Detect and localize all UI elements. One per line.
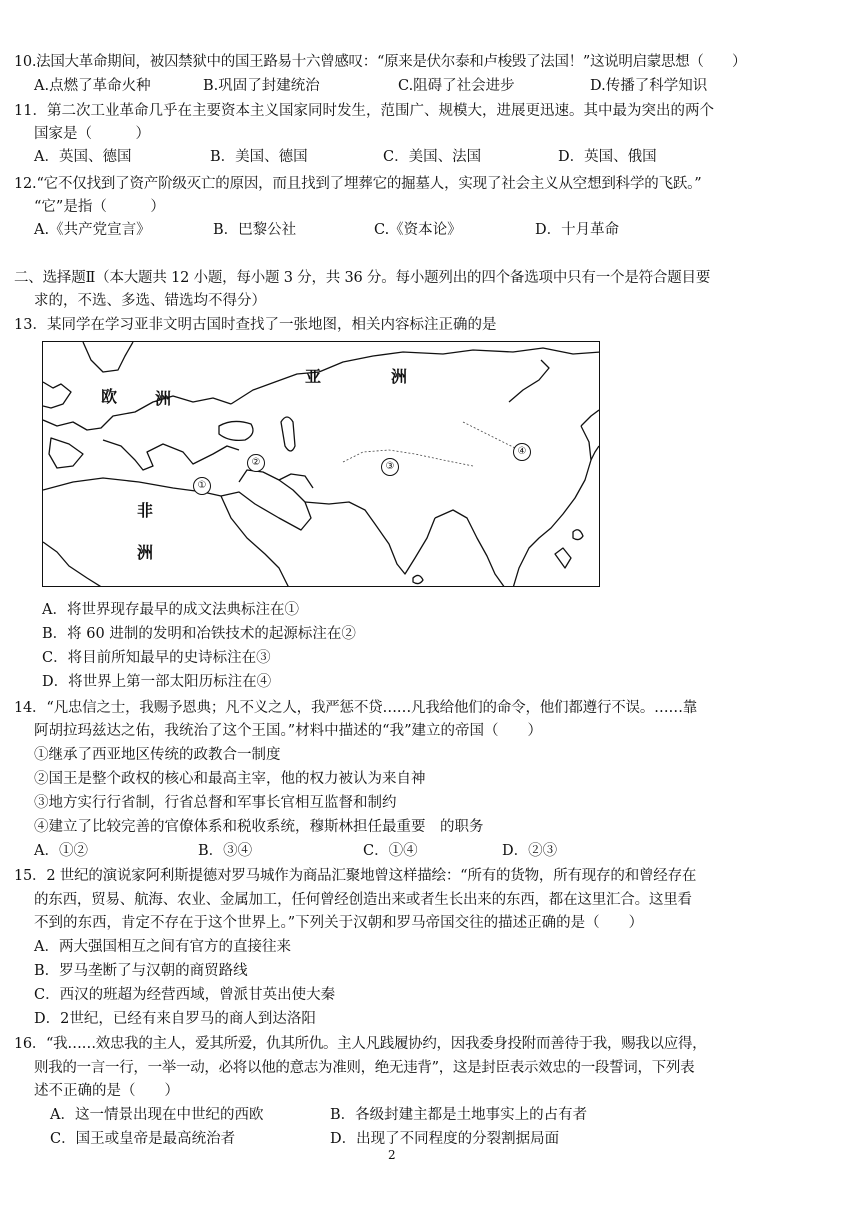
q12-option-d: D．十月革命 — [535, 222, 620, 238]
q14-item-3: ③地方实行行省制，行省总督和军事长官相互监督和制约 — [34, 795, 397, 811]
section-2-title-line2: 求的，不选、多选、错选均不得分） — [34, 293, 266, 309]
q10-option-b: B.巩固了封建统治 — [203, 78, 320, 94]
map-marker-3: ③ — [381, 458, 399, 476]
q10-option-d: D.传播了科学知识 — [590, 78, 708, 94]
q12-option-b: B．巴黎公社 — [213, 222, 297, 238]
question-12-stem-line2: “它”是指（ ） — [34, 199, 165, 215]
question-16-stem-line3: 述不正确的是（ ） — [34, 1083, 179, 1099]
q16-option-b: B．各级封建主都是土地事实上的占有者 — [330, 1107, 588, 1123]
q14-item-1: ①继承了西亚地区传统的政教合一制度 — [34, 747, 281, 763]
q12-option-a: A.《共产党宣言》 — [34, 222, 151, 238]
map-label-africa-2: 洲 — [137, 543, 154, 562]
q14-option-d: D．②③ — [502, 843, 558, 859]
question-15-stem-line1: 15．2 世纪的演说家阿利斯提德对罗马城作为商品汇聚地曾这样描绘：“所有的货物，所有现存的和曾经存在 — [14, 868, 697, 884]
q10-option-c: C.阻碍了社会进步 — [398, 78, 515, 94]
q14-option-b: B．③④ — [198, 843, 253, 859]
q15-option-d: D．2世纪，已经有来自罗马的商人到达洛阳 — [34, 1011, 316, 1027]
ancient-civilizations-map — [42, 341, 600, 587]
q12-option-c: C.《资本论》 — [374, 222, 462, 238]
map-marker-4: ④ — [513, 443, 531, 461]
map-label-asia-1: 亚 — [305, 367, 322, 386]
q14-option-c: C．①④ — [363, 843, 418, 859]
q13-option-c: C．将目前所知最早的史诗标注在③ — [42, 650, 271, 666]
map-label-asia-2: 洲 — [391, 367, 408, 386]
map-label-europe-2: 洲 — [155, 389, 172, 408]
question-11-stem-line2: 国家是（ ） — [34, 126, 150, 142]
q14-item-4: ④建立了比较完善的官僚体系和税收系统，穆斯林担任最重要 的职务 — [34, 819, 484, 835]
q15-option-b: B．罗马垄断了与汉朝的商贸路线 — [34, 963, 248, 979]
map-label-europe-1: 欧 — [101, 387, 118, 406]
map-marker-2: ② — [247, 454, 265, 472]
q11-option-d: D．英国、俄国 — [558, 149, 657, 165]
q16-option-d: D．出现了不同程度的分裂割据局面 — [330, 1131, 560, 1147]
map-label-africa-1: 非 — [137, 501, 154, 520]
q13-option-d: D．将世界上第一部太阳历标注在④ — [42, 674, 272, 690]
q11-option-c: C．美国、法国 — [383, 149, 482, 165]
question-15-stem-line2: 的东西，贸易、航海、农业、金属加工，任何曾经创造出来或者生长出来的东西，都在这里汇合。这里看 — [34, 892, 692, 908]
q13-option-a: A．将世界现存最早的成文法典标注在① — [42, 602, 299, 618]
q11-option-b: B．美国、德国 — [210, 149, 308, 165]
q16-option-c: C．国王或皇帝是最高统治者 — [50, 1131, 236, 1147]
q10-option-a: A.点燃了革命火种 — [34, 78, 151, 94]
q15-option-c: C．西汉的班超为经营西域，曾派甘英出使大秦 — [34, 987, 336, 1003]
q14-item-2: ②国王是整个政权的核心和最高主宰，他的权力被认为来自神 — [34, 771, 426, 787]
q14-option-a: A．①② — [34, 843, 88, 859]
question-14-stem-line2: 阿胡拉玛兹达之佑，我统治了这个王国。”材料中描述的“我”建立的帝国（ ） — [34, 723, 542, 739]
section-2-title-line1: 二、选择题Ⅱ（本大题共 12 小题，每小题 3 分，共 36 分。每小题列出的四个备选项中只有一个是符合题目要 — [14, 270, 711, 286]
page-number: 2 — [388, 1148, 396, 1162]
question-13-stem: 13．某同学在学习亚非文明古国时查找了一张地图，相关内容标注正确的是 — [14, 317, 497, 333]
map-marker-1: ① — [193, 477, 211, 495]
question-12-stem-line1: 12.“它不仅找到了资产阶级灭亡的原因，而且找到了埋葬它的掘墓人，实现了社会主义从空想到科学的飞跃。” — [14, 176, 702, 192]
question-16-stem-line2: 则我的一言一行，一举一动，必将以他的意志为准则，绝无违背”，这是封臣表示效忠的一段誓词，下列表 — [34, 1060, 695, 1076]
q11-option-a: A．英国、德国 — [34, 149, 132, 165]
question-10-stem: 10.法国大革命期间，被囚禁狱中的国王路易十六曾感叹：“原来是伏尔泰和卢梭毁了法国！”这说明启蒙思想（ ） — [14, 54, 747, 70]
q13-option-b: B．将 60 进制的发明和冶铁技术的起源标注在② — [42, 626, 356, 642]
q16-option-a: A．这一情景出现在中世纪的西欧 — [50, 1107, 264, 1123]
question-16-stem-line1: 16．“我……效忠我的主人，爱其所爱，仇其所仇。主人凡践履协约，因我委身投附而善待于我，赐我以应得， — [14, 1036, 707, 1052]
question-14-stem-line1: 14．“凡忠信之士，我赐予恩典；凡不义之人，我严惩不贷……凡我给他们的命令，他们都遵行不误。……靠 — [14, 700, 698, 716]
question-11-stem-line1: 11．第二次工业革命几乎在主要资本主义国家同时发生，范围广、规模大，进展更迅速。其中最为突出的两个 — [14, 103, 714, 119]
question-15-stem-line3: 不到的东西，肯定不存在于这个世界上。”下列关于汉朝和罗马帝国交往的描述正确的是（ ） — [34, 915, 644, 931]
map-outline — [43, 342, 600, 587]
q15-option-a: A．两大强国相互之间有官方的直接往来 — [34, 939, 291, 955]
